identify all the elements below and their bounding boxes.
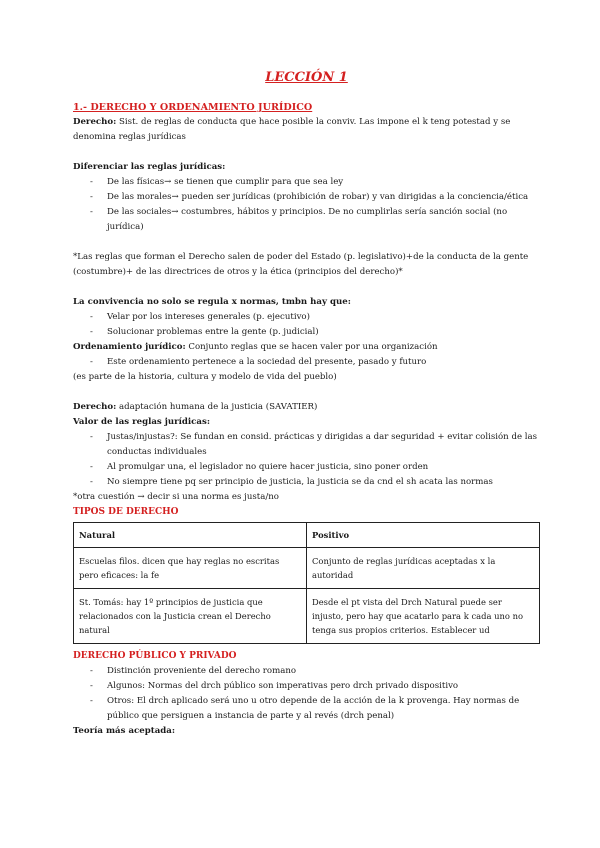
ordenamiento-label: Ordenamiento jurídico: — [73, 342, 186, 352]
valor-note: *otra cuestión → decir si una norma es justa/no — [73, 492, 279, 502]
list-item: - Velar por los intereses generales (p. ejecutivo) — [73, 310, 540, 325]
derecho2-label: Derecho: — [73, 402, 117, 412]
list-item: - De las sociales→ costumbres, hábitos y principios. De no cumplirlas sería sanción social (no jurídica) — [73, 205, 540, 235]
section-heading-derecho-ordenamiento: 1.- DERECHO Y ORDENAMIENTO JURÍDICO — [73, 102, 313, 113]
list-item: - Algunos: Normas del drch público son imperativas pero drch privado dispositivo — [73, 679, 540, 694]
convivencia-heading: La convivencia no solo se regula x normas, tmbn hay que: — [73, 297, 351, 307]
table-row — [74, 548, 540, 589]
table-header-row — [74, 523, 540, 548]
table-cell: St. Tomás: hay 1º principios de justicia que relacionados con la Justicia crean el Derecho natural — [74, 589, 307, 644]
valor-heading: Valor de las reglas jurídicas: — [73, 417, 210, 427]
list-item: - Justas/injustas?: Se fundan en consid. prácticas y dirigidas a dar seguridad + evitar colisión de las conductas individuales — [73, 430, 540, 460]
ordenamiento-note: (es parte de la historia, cultura y modelo de vida del pueblo) — [73, 372, 337, 382]
valor-list — [73, 430, 540, 490]
list-item: - Distinción proveniente del derecho romano — [73, 664, 540, 679]
tipos-heading: TIPOS DE DERECHO — [73, 507, 179, 517]
tipos-table — [73, 522, 540, 644]
ordenamiento-list — [73, 355, 540, 370]
table-cell: Desde el pt vista del Drch Natural puede ser injusto, pero hay que acatarlo para k cada uno no tenga sus propios criterios. Establecer ud — [307, 589, 540, 644]
teoria-heading: Teoría más aceptada: — [73, 726, 176, 736]
list-item: - Otros: El drch aplicado será uno u otro depende de la acción de la k provenga. Hay normas de público que persiguen a instancia de parte y al revés (drch penal) — [73, 694, 540, 724]
publico-heading: DERECHO PÚBLICO Y PRIVADO — [73, 651, 237, 661]
convivencia-list — [73, 310, 540, 340]
list-item: - No siempre tiene pq ser principio de justicia, la justicia se da cnd el sh acata las normas — [73, 475, 540, 490]
table-cell: Escuelas filos. dicen que hay reglas no escritas pero eficaces: la fe — [74, 548, 307, 589]
list-item: - Este ordenamiento pertenece a la sociedad del presente, pasado y futuro — [73, 355, 540, 370]
list-item: - De las morales→ pueden ser jurídicas (prohibición de robar) y van dirigidas a la conciencia/ética — [73, 190, 540, 205]
diferenciar-list — [73, 175, 540, 235]
ordenamiento-text: Conjunto reglas que se hacen valer por una organización — [185, 342, 438, 352]
derecho-savatier — [73, 400, 540, 415]
diferenciar-heading: Diferenciar las reglas jurídicas: — [73, 162, 226, 172]
header-natural: Natural — [74, 523, 307, 548]
derecho2-text: adaptación humana de la justicia (SAVATIER) — [116, 402, 318, 412]
derecho-definition — [73, 115, 540, 145]
derecho-text: Sist. de reglas de conducta que hace posible la conviv. Las impone el k teng potestad y se denomina reglas jurídicas — [73, 117, 511, 142]
list-item: - Al promulgar una, el legislador no quiere hacer justicia, sino poner orden — [73, 460, 540, 475]
table-cell: Conjunto de reglas jurídicas aceptadas x la autoridad — [307, 548, 540, 589]
page-title: LECCIÓN 1 — [265, 70, 348, 85]
list-item: - De las físicas→ se tienen que cumplir para que sea ley — [73, 175, 540, 190]
table-row — [74, 589, 540, 644]
list-item: - Solucionar problemas entre la gente (p. judicial) — [73, 325, 540, 340]
ordenamiento-definition — [73, 340, 540, 355]
derecho-label: Derecho: — [73, 117, 117, 127]
header-positivo: Positivo — [307, 523, 540, 548]
note-reglas: *Las reglas que forman el Derecho salen de poder del Estado (p. legislativo)+de la conducta de la gente (costumbre)+ de las directrices de otros y la ética (principios del derecho)* — [73, 252, 529, 277]
publico-list — [73, 664, 540, 724]
